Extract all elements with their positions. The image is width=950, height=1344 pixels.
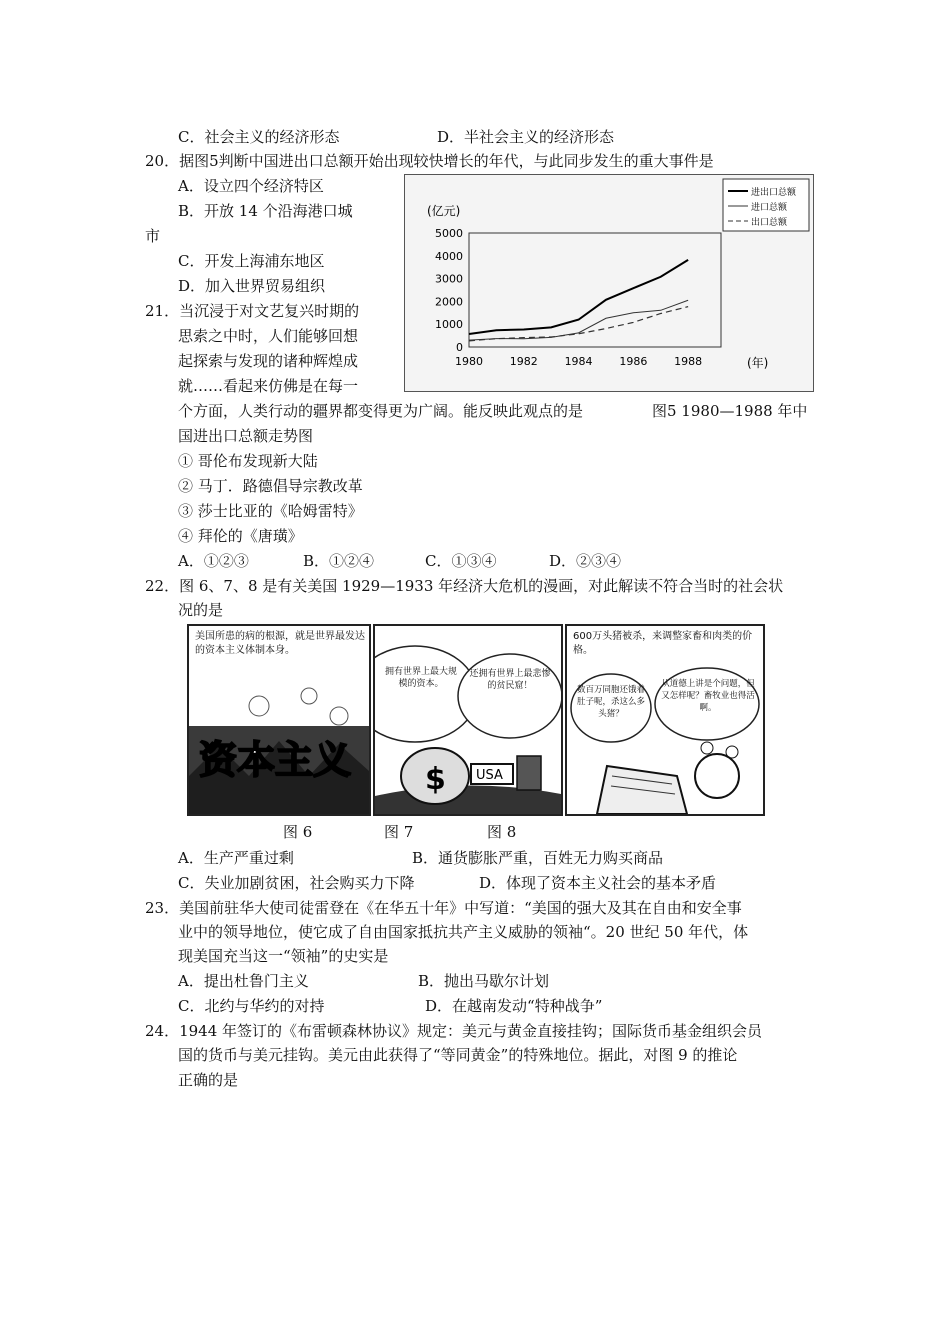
- cartoon8-bubble-2: 从道德上讲是个问题，但又怎样呢？畜牧业也得活啊。: [661, 679, 755, 713]
- y-tick-label: 2000: [435, 295, 463, 309]
- q22-line1: 22．图 6、7、8 是有关美国 1929—1933 年经济大危机的漫画，对此解读不符合当时的社会状: [145, 577, 784, 595]
- q21-option-d: D．②③④: [549, 552, 622, 570]
- x-tick-label: 1982: [509, 355, 538, 368]
- q20-option-b: B．开放 14 个沿海港口城: [178, 202, 353, 220]
- q23-option-b: B．抛出马歇尔计划: [418, 972, 550, 990]
- q20-option-c: C．开发上海浦东地区: [178, 252, 325, 270]
- y-tick-label: 3000: [435, 272, 463, 286]
- q21-option-c: C．①③④: [425, 552, 497, 570]
- cartoon6-big-title: 资本主义: [199, 738, 352, 782]
- q20-stem: 20．据图5判断中国进出口总额开始出现较快增长的年代，与此同步发生的重大事件是: [145, 152, 714, 170]
- q22-option-c: C．失业加剧贫困，社会购买力下降: [178, 874, 415, 892]
- x-tick-label: 1984: [564, 355, 593, 368]
- q23-option-c: C．北约与华约的对持: [178, 997, 325, 1015]
- q22-option-b: B．通货膨胀严重，百姓无力购买商品: [412, 849, 664, 867]
- legend-total: 进出口总额: [751, 188, 797, 198]
- q24-line2: 国的货币与美元挂钩。美元由此获得了“等同黄金”的特殊地位。据此，对图 9 的推论: [178, 1046, 738, 1064]
- legend-export: 出口总额: [751, 218, 788, 228]
- cartoon-figure-8: [565, 624, 765, 816]
- figure-7-caption: 图 7: [384, 823, 414, 841]
- chart-xlabel: (年): [747, 356, 769, 370]
- cartoon-strip: [187, 624, 765, 814]
- q21-line1: 21．当沉浸于对文艺复兴时期的: [145, 302, 360, 320]
- q22-option-a: A．生产严重过剩: [178, 849, 294, 867]
- q21-line3: 起探索与发现的诸种辉煌成: [178, 352, 359, 370]
- q21-line5: 个方面，人类行动的疆界都变得更为广阔。能反映此观点的是: [178, 402, 584, 420]
- q24-line3: 正确的是: [178, 1071, 239, 1089]
- q20-option-a: A．设立四个经济特区: [178, 177, 324, 195]
- chart-legend: [723, 179, 809, 231]
- q19-option-d: D．半社会主义的经济形态: [437, 128, 615, 146]
- cartoon-figure-6: [187, 624, 371, 816]
- chart-ylabel: (亿元): [427, 204, 461, 218]
- q19-option-c: C．社会主义的经济形态: [178, 128, 340, 146]
- y-tick-label: 4000: [435, 249, 463, 263]
- q23-option-d: D．在越南发动“特种战争”: [425, 997, 603, 1015]
- q21-line6: 国进出口总额走势图: [178, 427, 314, 445]
- q23-line3: 现美国充当这一“领袖”的史实是: [178, 947, 389, 965]
- cartoon7-bubble-2: 还拥有世界上最悲惨的贫民窟！: [469, 669, 551, 691]
- x-tick-label: 1986: [619, 355, 648, 368]
- cartoon-figure-7: [373, 624, 563, 816]
- q20-option-b-cont: 市: [145, 227, 161, 245]
- q23-line1: 23．美国前驻华大使司徒雷登在《在华五十年》中写道：“美国的强大及其在自由和安全事: [145, 899, 742, 917]
- q21-item-1: ① 哥伦布发现新大陆: [178, 452, 318, 470]
- q21-item-2: ② 马丁．路德倡导宗教改革: [178, 477, 363, 495]
- figure-5-chart: [404, 174, 814, 392]
- cartoon7-bubble-1: 拥有世界上最大规模的资本。: [384, 667, 457, 689]
- q21-item-3: ③ 莎士比亚的《哈姆雷特》: [178, 502, 363, 520]
- q20-option-d: D．加入世界贸易组织: [178, 277, 326, 295]
- x-tick-label: 1988: [674, 355, 703, 368]
- q22-option-d: D．体现了资本主义社会的基本矛盾: [479, 874, 717, 892]
- y-tick-label: 0: [456, 341, 463, 354]
- figure-6-caption: 图 6: [283, 823, 313, 841]
- q21-option-b: B．①②④: [303, 552, 375, 570]
- figure-5-caption: 图5 1980—1988 年中: [652, 402, 808, 420]
- y-tick-label: 1000: [435, 318, 463, 332]
- q21-line4: 就……看起来仿佛是在每一: [178, 377, 359, 395]
- series-line-1: [469, 260, 688, 334]
- q21-item-4: ④ 拜伦的《唐璜》: [178, 527, 303, 545]
- q23-option-a: A．提出杜鲁门主义: [178, 972, 309, 990]
- cartoon8-bubble-1: 数百万同胞还饿着肚子呢，杀这么多头猪？: [577, 685, 645, 719]
- series-line-3: [469, 307, 688, 341]
- q21-option-a: A．①②③: [178, 552, 249, 570]
- cartoon7-dollar: $: [425, 762, 446, 797]
- cartoon8-caption: 600万头猪被杀，来调整家畜和肉类的价格。: [573, 631, 753, 656]
- cartoon6-caption: 美国所患的病的根源，就是世界最发达的资本主义体制本身。: [195, 631, 365, 656]
- cartoon7-usa: USA: [476, 768, 503, 783]
- q24-line1: 24．1944 年签订的《布雷顿森林协议》规定：美元与黄金直接挂钩；国际货币基金组织会员: [145, 1022, 763, 1040]
- x-tick-label: 1980: [455, 355, 483, 368]
- figure-8-caption: 图 8: [487, 823, 517, 841]
- q23-line2: 业中的领导地位，使它成了自由国家抵抗共产主义威胁的领袖“。20 世纪 50 年代，体: [178, 923, 749, 941]
- q22-line2: 况的是: [178, 601, 224, 619]
- legend-import: 进口总额: [751, 203, 788, 213]
- y-tick-label: 5000: [435, 227, 463, 240]
- q21-line2: 思索之中时，人们能够回想: [178, 327, 359, 345]
